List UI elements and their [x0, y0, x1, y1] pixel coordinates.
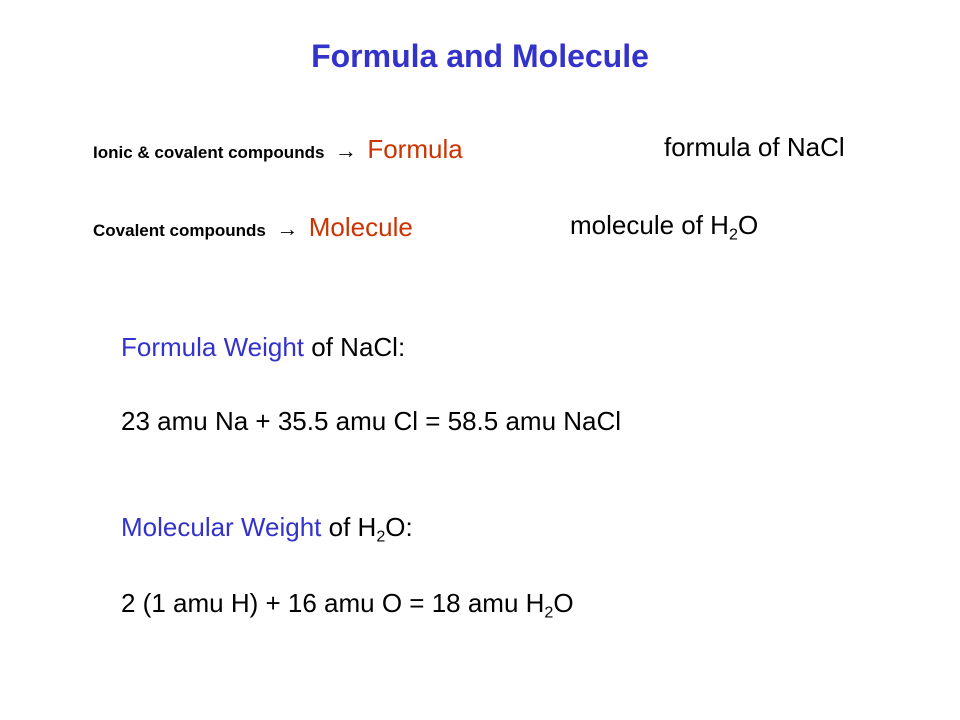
example-molecule-sub: 2	[728, 225, 738, 244]
example-molecule-h2o	[570, 210, 759, 244]
arrow-icon: →	[334, 138, 357, 163]
example-molecule-prefix: molecule of H	[570, 210, 729, 240]
arrow-icon: →	[276, 216, 299, 241]
molecular-weight-sub: 2	[376, 527, 386, 546]
example-formula-nacl: formula of NaCl	[664, 132, 845, 162]
compound-label-ionic-covalent: Ionic & covalent compounds	[93, 143, 325, 162]
formula-weight-equation: 23 amu Na + 35.5 amu Cl = 58.5 amu NaCl	[121, 406, 622, 436]
term-formula: Formula	[367, 134, 463, 164]
formula-weight-term: Formula Weight	[121, 332, 305, 362]
term-molecule: Molecule	[308, 212, 413, 242]
compound-label-covalent: Covalent compounds	[93, 221, 266, 240]
slide-title: Formula and Molecule	[311, 38, 649, 74]
molecular-weight-label	[121, 512, 413, 546]
molecular-weight-equation-suffix: O	[553, 588, 574, 618]
molecular-weight-equation-sub: 2	[544, 603, 554, 622]
molecular-weight-rest-prefix: of H	[321, 512, 377, 542]
molecular-weight-equation	[121, 588, 574, 622]
row-formula	[93, 134, 463, 165]
example-molecule-suffix: O	[737, 210, 759, 240]
formula-weight-label	[121, 332, 405, 363]
row-molecule	[93, 212, 413, 243]
formula-weight-rest: of NaCl:	[304, 332, 406, 362]
molecular-weight-equation-prefix: 2 (1 amu H) + 16 amu O = 18 amu H	[121, 588, 545, 618]
molecular-weight-rest-suffix: O:	[385, 512, 413, 542]
molecular-weight-term: Molecular Weight	[121, 512, 322, 542]
